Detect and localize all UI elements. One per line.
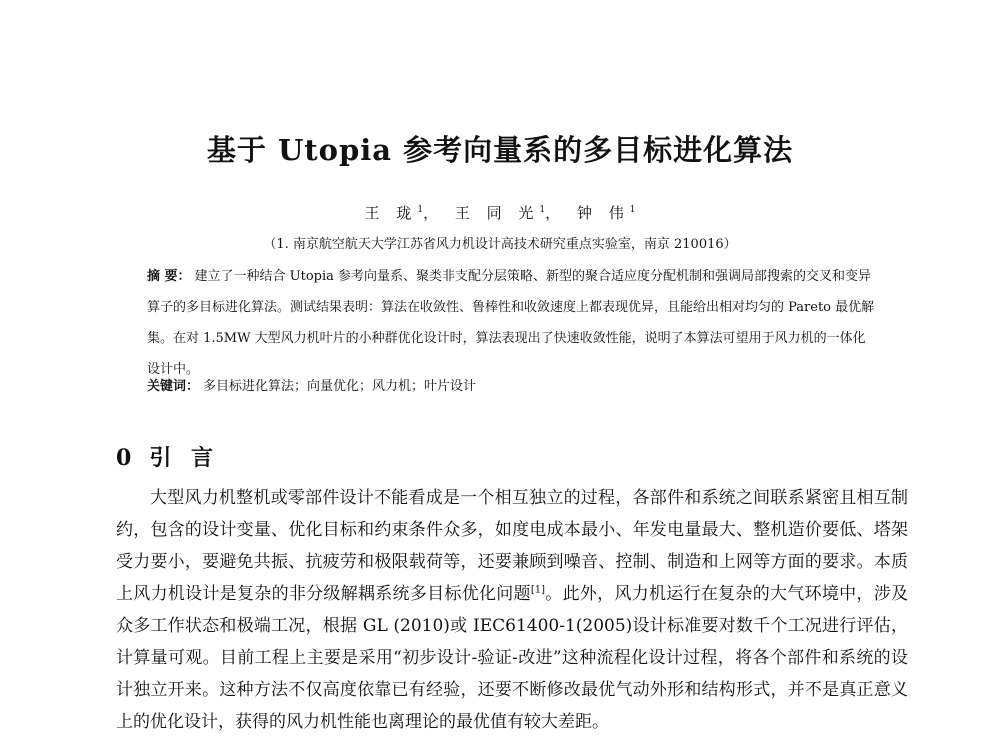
keywords xyxy=(147,375,877,394)
body-paragraph xyxy=(116,482,908,738)
author-separator: ， xyxy=(545,204,567,222)
author-affil-marker: 1 xyxy=(539,205,546,215)
paper-title: 基于 Utopia 参考向量系的多目标进化算法 xyxy=(206,133,794,167)
citation-ref: [1] xyxy=(530,584,546,596)
keywords-text: 多目标进化算法；向量优化；风力机；叶片设计 xyxy=(203,379,477,394)
section-heading xyxy=(116,441,219,472)
keywords-label: 关键词： xyxy=(147,379,200,394)
author-affil-marker: 1 xyxy=(417,205,424,215)
affiliation: （1. 南京航空航天大学江苏省风力机设计高技术研究重点实验室，南京 210016） xyxy=(263,237,737,252)
abstract xyxy=(147,261,877,385)
abstract-label: 摘 要： xyxy=(147,269,191,284)
author-list xyxy=(0,202,1000,223)
section-number: 0 xyxy=(116,445,132,471)
author-name: 王 同 光 xyxy=(454,204,540,222)
author-name: 钟 伟 xyxy=(576,204,630,222)
author-affil-marker: 1 xyxy=(629,205,636,215)
author-name: 王 珑 xyxy=(364,204,418,222)
abstract-text: 建立了一种结合 Utopia 参考向量系、聚类非支配分层策略、新型的聚合适应度分配机制和强调局部搜索的交叉和变异算子的多目标进化算法。测试结果表明：算法在收敛性、鲁棒性和收敛速度上都表现优异，且能给出相对均匀的 Pareto 最优解集。在对 1.5MW 大型风力机叶片的小种群优化设计时，算法表现出了快速收敛性能，说明了本算法可望用于风力机的一体化设计中。 xyxy=(147,269,875,377)
section-title: 引 言 xyxy=(149,445,219,471)
body-text: 大型风力机整机或零部件设计不能看成是一个相互独立的过程，各部件和系统之间联系紧密且相互制约，包含的设计变量、优化目标和约束条件众多，如度电成本最小、年发电量最大、整机造价要低、塔架受力要小，要避免共振、抗疲劳和极限载荷等，还要兼顾到噪音、控制、制造和上网等方面的要求。本质上风力机设计是复杂的非分级解耦系统多目标优化问题 xyxy=(116,488,908,604)
author-separator: ， xyxy=(423,204,445,222)
body-text: 。此外，风力机运行在复杂的大气环境中，涉及众多工作状态和极端工况，根据 GL (2010)或 IEC61400-1(2005)设计标准要对数千个工况进行评估，计算量可观。目前工程上主要是采用“初步设计-验证-改进”这种流程化设计过程，将各个部件和系统的设计独立开来。这种方法不仅高度依靠已有经验，还要不断修改最优气动外形和结构形式，并不是真正意义上的优化设计，获得的风力机性能也离理论的最优值有较大差距。 xyxy=(116,584,909,732)
